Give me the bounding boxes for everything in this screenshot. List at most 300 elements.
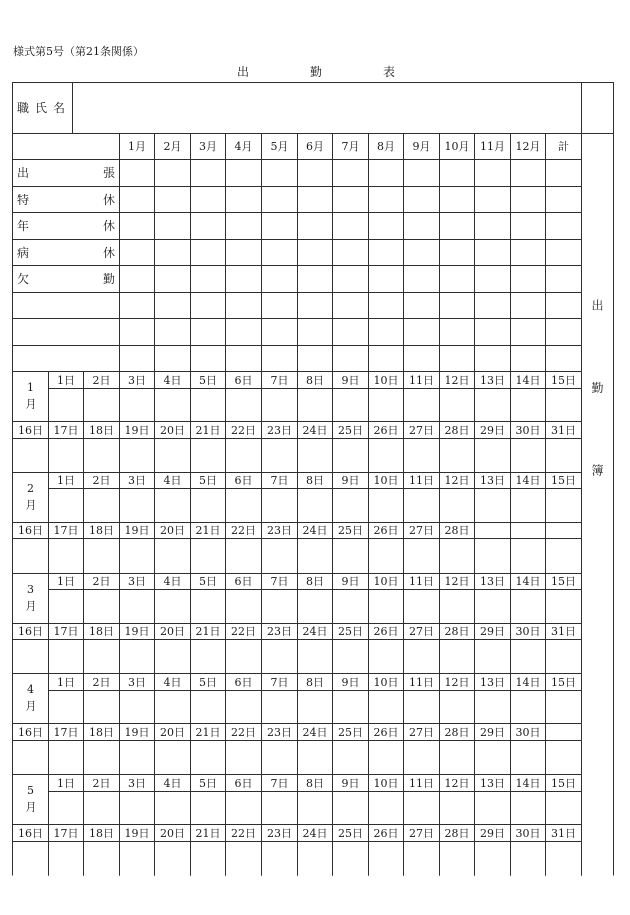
day-entry-cell <box>48 488 84 523</box>
day-entry-cell <box>368 791 404 825</box>
day-header-cell: 15日 <box>545 774 582 792</box>
day-entry-cell <box>439 388 475 422</box>
blank-label-cell <box>12 345 120 372</box>
day-header-cell: 15日 <box>545 371 582 389</box>
day-header-cell: 26日 <box>368 522 404 539</box>
day-header-cell: 18日 <box>83 522 120 539</box>
summary-entry-cell <box>190 159 226 187</box>
month-header-cell: 12月 <box>510 133 546 160</box>
day-header-cell: 24日 <box>297 522 333 539</box>
summary-entry-cell <box>261 265 298 293</box>
day-entry-cell <box>474 589 511 624</box>
day-entry-cell <box>119 388 155 422</box>
day-entry-cell <box>368 388 404 422</box>
day-header-cell: 2日 <box>83 673 120 691</box>
month-header-cell: 2月 <box>154 133 191 160</box>
day-entry-cell <box>297 791 333 825</box>
day-entry-cell <box>48 690 84 724</box>
day-entry-cell <box>545 639 582 674</box>
day-entry-cell <box>368 841 404 876</box>
day-entry-cell <box>261 488 298 523</box>
day-header-cell: 16日 <box>12 522 49 539</box>
day-header-cell: 13日 <box>474 774 511 792</box>
day-header-cell: 23日 <box>261 723 298 741</box>
day-header-cell: 10日 <box>368 371 404 389</box>
day-header-cell: 9日 <box>332 472 369 489</box>
summary-entry-cell <box>190 265 226 293</box>
month-header-cell: 9月 <box>403 133 440 160</box>
summary-entry-cell <box>368 212 404 240</box>
day-header-cell: 20日 <box>154 421 191 439</box>
day-entry-cell <box>474 488 511 523</box>
summary-entry-cell <box>403 318 440 346</box>
day-entry-cell <box>225 690 262 724</box>
summary-entry-cell <box>510 239 546 266</box>
month-header-cell: 3月 <box>190 133 226 160</box>
day-header-cell: 16日 <box>12 623 49 640</box>
summary-entry-cell <box>545 159 582 187</box>
day-entry-cell <box>403 388 440 422</box>
summary-entry-cell <box>119 239 155 266</box>
day-entry-cell <box>332 589 369 624</box>
summary-entry-cell <box>368 292 404 319</box>
side-label: 出勤簿 <box>590 299 604 547</box>
name-label-cell: 職氏名 <box>12 82 73 134</box>
name-entry-cell <box>72 82 582 134</box>
day-header-cell: 25日 <box>332 824 369 842</box>
day-entry-cell <box>225 639 262 674</box>
day-header-cell: 11日 <box>403 472 440 489</box>
day-header-cell: 8日 <box>297 371 333 389</box>
day-header-cell: 11日 <box>403 774 440 792</box>
day-entry-cell <box>510 791 546 825</box>
day-entry-cell <box>403 690 440 724</box>
day-header-cell: 14日 <box>510 371 546 389</box>
day-entry-cell <box>439 538 475 574</box>
day-header-cell: 15日 <box>545 472 582 489</box>
day-header-cell: 3日 <box>119 573 155 590</box>
day-header-cell: 11日 <box>403 673 440 691</box>
summary-entry-cell <box>545 345 582 372</box>
day-header-cell: 14日 <box>510 573 546 590</box>
day-header-cell: 2日 <box>83 573 120 590</box>
day-header-cell: 10日 <box>368 472 404 489</box>
day-entry-cell <box>48 438 84 473</box>
day-header-cell: 1日 <box>48 774 84 792</box>
day-header-cell <box>510 522 546 539</box>
day-header-cell: 6日 <box>225 673 262 691</box>
day-entry-cell <box>48 589 84 624</box>
day-header-cell: 1日 <box>48 472 84 489</box>
day-entry-cell <box>297 690 333 724</box>
day-entry-cell <box>154 740 191 775</box>
summary-entry-cell <box>474 292 511 319</box>
day-header-cell: 25日 <box>332 421 369 439</box>
day-entry-cell <box>439 690 475 724</box>
day-entry-cell <box>225 589 262 624</box>
day-header-cell: 1日 <box>48 573 84 590</box>
summary-entry-cell <box>439 292 475 319</box>
day-header-cell: 8日 <box>297 673 333 691</box>
day-entry-cell <box>12 438 49 473</box>
day-header-cell: 13日 <box>474 472 511 489</box>
day-entry-cell <box>119 589 155 624</box>
summary-entry-cell <box>474 318 511 346</box>
day-header-cell: 4日 <box>154 573 191 590</box>
day-header-cell: 19日 <box>119 824 155 842</box>
summary-entry-cell <box>439 239 475 266</box>
summary-entry-cell <box>119 159 155 187</box>
blank-label-cell <box>12 318 120 346</box>
day-header-cell: 6日 <box>225 472 262 489</box>
day-header-cell: 16日 <box>12 824 49 842</box>
day-header-cell: 9日 <box>332 774 369 792</box>
summary-entry-cell <box>261 212 298 240</box>
day-header-cell: 25日 <box>332 723 369 741</box>
day-entry-cell <box>368 538 404 574</box>
day-entry-cell <box>190 488 226 523</box>
day-header-cell: 26日 <box>368 824 404 842</box>
summary-entry-cell <box>190 212 226 240</box>
day-header-cell: 19日 <box>119 522 155 539</box>
day-entry-cell <box>225 791 262 825</box>
day-entry-cell <box>545 589 582 624</box>
day-entry-cell <box>403 488 440 523</box>
day-header-cell: 17日 <box>48 824 84 842</box>
summary-entry-cell <box>297 186 333 213</box>
day-header-cell: 13日 <box>474 371 511 389</box>
category-label-cell: 病休 <box>12 239 120 266</box>
day-header-cell: 22日 <box>225 723 262 741</box>
summary-entry-cell <box>154 239 191 266</box>
day-entry-cell <box>297 639 333 674</box>
day-entry-cell <box>297 841 333 876</box>
summary-entry-cell <box>297 265 333 293</box>
day-header-cell: 28日 <box>439 623 475 640</box>
day-header-cell: 28日 <box>439 522 475 539</box>
summary-entry-cell <box>119 186 155 213</box>
day-header-cell: 6日 <box>225 573 262 590</box>
day-entry-cell <box>225 538 262 574</box>
day-header-cell: 31日 <box>545 421 582 439</box>
summary-entry-cell <box>119 292 155 319</box>
day-entry-cell <box>190 589 226 624</box>
day-entry-cell <box>225 388 262 422</box>
summary-entry-cell <box>225 318 262 346</box>
day-entry-cell <box>368 438 404 473</box>
summary-entry-cell <box>297 345 333 372</box>
day-header-cell: 27日 <box>403 421 440 439</box>
day-header-cell: 7日 <box>261 673 298 691</box>
day-entry-cell <box>297 740 333 775</box>
day-entry-cell <box>12 538 49 574</box>
summary-entry-cell <box>261 239 298 266</box>
day-header-cell: 4日 <box>154 774 191 792</box>
day-entry-cell <box>403 841 440 876</box>
month-header-cell: 8月 <box>368 133 404 160</box>
day-entry-cell <box>83 388 120 422</box>
day-entry-cell <box>545 388 582 422</box>
day-header-cell: 1日 <box>48 673 84 691</box>
day-header-cell: 23日 <box>261 824 298 842</box>
day-entry-cell <box>261 841 298 876</box>
summary-entry-cell <box>119 345 155 372</box>
day-header-cell: 29日 <box>474 623 511 640</box>
day-header-cell: 19日 <box>119 723 155 741</box>
day-header-cell: 21日 <box>190 522 226 539</box>
day-entry-cell <box>510 388 546 422</box>
day-entry-cell <box>545 740 582 775</box>
day-header-cell: 17日 <box>48 421 84 439</box>
day-header-cell: 25日 <box>332 623 369 640</box>
day-header-cell: 19日 <box>119 421 155 439</box>
month-header-cell: 6月 <box>297 133 333 160</box>
summary-entry-cell <box>403 239 440 266</box>
day-header-cell: 12日 <box>439 673 475 691</box>
day-header-cell: 28日 <box>439 723 475 741</box>
blank-label-cell <box>12 292 120 319</box>
day-entry-cell <box>474 639 511 674</box>
day-entry-cell <box>225 740 262 775</box>
day-header-cell: 27日 <box>403 824 440 842</box>
summary-entry-cell <box>332 212 369 240</box>
day-header-cell: 30日 <box>510 623 546 640</box>
day-entry-cell <box>297 388 333 422</box>
summary-entry-cell <box>510 212 546 240</box>
day-entry-cell <box>154 841 191 876</box>
summary-entry-cell <box>439 159 475 187</box>
day-header-cell: 7日 <box>261 371 298 389</box>
day-entry-cell <box>83 488 120 523</box>
day-header-cell: 26日 <box>368 421 404 439</box>
day-header-cell: 6日 <box>225 774 262 792</box>
day-entry-cell <box>83 538 120 574</box>
day-entry-cell <box>190 791 226 825</box>
day-header-cell: 30日 <box>510 824 546 842</box>
summary-entry-cell <box>368 159 404 187</box>
day-entry-cell <box>154 388 191 422</box>
month-header-cell: 11月 <box>474 133 511 160</box>
day-header-cell <box>474 522 511 539</box>
summary-entry-cell <box>368 345 404 372</box>
day-header-cell: 23日 <box>261 421 298 439</box>
day-header-cell: 9日 <box>332 371 369 389</box>
day-entry-cell <box>83 438 120 473</box>
day-entry-cell <box>297 589 333 624</box>
day-header-cell: 8日 <box>297 774 333 792</box>
summary-entry-cell <box>474 265 511 293</box>
summary-entry-cell <box>474 345 511 372</box>
month-header-cell: 1月 <box>119 133 155 160</box>
summary-entry-cell <box>368 318 404 346</box>
summary-entry-cell <box>261 318 298 346</box>
day-entry-cell <box>510 438 546 473</box>
day-header-cell: 3日 <box>119 472 155 489</box>
day-entry-cell <box>474 740 511 775</box>
day-entry-cell <box>83 639 120 674</box>
day-header-cell: 12日 <box>439 774 475 792</box>
summary-entry-cell <box>190 292 226 319</box>
day-entry-cell <box>439 841 475 876</box>
day-header-cell: 29日 <box>474 421 511 439</box>
summary-entry-cell <box>439 345 475 372</box>
day-entry-cell <box>83 589 120 624</box>
summary-entry-cell <box>190 318 226 346</box>
summary-entry-cell <box>403 159 440 187</box>
day-entry-cell <box>403 639 440 674</box>
day-header-cell: 17日 <box>48 623 84 640</box>
day-entry-cell <box>154 488 191 523</box>
category-label-cell: 特休 <box>12 186 120 213</box>
day-header-cell: 13日 <box>474 673 511 691</box>
day-header-cell: 26日 <box>368 723 404 741</box>
summary-entry-cell <box>154 265 191 293</box>
summary-entry-cell <box>154 292 191 319</box>
day-entry-cell <box>225 841 262 876</box>
category-label-cell: 欠勤 <box>12 265 120 293</box>
summary-entry-cell <box>154 345 191 372</box>
day-entry-cell <box>48 538 84 574</box>
day-header-cell: 28日 <box>439 421 475 439</box>
day-entry-cell <box>154 538 191 574</box>
day-entry-cell <box>119 438 155 473</box>
day-entry-cell <box>545 538 582 574</box>
day-entry-cell <box>154 690 191 724</box>
day-header-cell: 10日 <box>368 774 404 792</box>
day-header-cell <box>545 522 582 539</box>
day-header-cell: 19日 <box>119 623 155 640</box>
summary-entry-cell <box>297 318 333 346</box>
day-entry-cell <box>510 690 546 724</box>
summary-entry-cell <box>119 265 155 293</box>
day-entry-cell <box>439 488 475 523</box>
day-header-cell: 22日 <box>225 421 262 439</box>
summary-entry-cell <box>190 345 226 372</box>
summary-entry-cell <box>474 159 511 187</box>
day-header-cell: 18日 <box>83 421 120 439</box>
day-header-cell: 16日 <box>12 421 49 439</box>
day-entry-cell <box>261 589 298 624</box>
day-entry-cell <box>119 639 155 674</box>
day-entry-cell <box>510 740 546 775</box>
summary-entry-cell <box>510 265 546 293</box>
day-entry-cell <box>261 438 298 473</box>
day-entry-cell <box>261 388 298 422</box>
summary-entry-cell <box>332 186 369 213</box>
day-entry-cell <box>12 841 49 876</box>
day-header-cell: 24日 <box>297 421 333 439</box>
day-header-cell: 12日 <box>439 573 475 590</box>
day-header-cell: 16日 <box>12 723 49 741</box>
summary-entry-cell <box>332 265 369 293</box>
day-header-cell: 11日 <box>403 573 440 590</box>
day-header-cell: 14日 <box>510 673 546 691</box>
month-header-cell: 7月 <box>332 133 369 160</box>
summary-entry-cell <box>332 292 369 319</box>
day-header-cell: 29日 <box>474 824 511 842</box>
summary-entry-cell <box>510 345 546 372</box>
day-header-cell: 7日 <box>261 774 298 792</box>
day-header-cell: 15日 <box>545 573 582 590</box>
day-header-cell: 18日 <box>83 723 120 741</box>
summary-entry-cell <box>510 186 546 213</box>
day-entry-cell <box>48 388 84 422</box>
day-entry-cell <box>261 690 298 724</box>
day-header-cell: 1日 <box>48 371 84 389</box>
day-header-cell: 3日 <box>119 673 155 691</box>
summary-entry-cell <box>190 239 226 266</box>
day-entry-cell <box>545 488 582 523</box>
day-entry-cell <box>510 841 546 876</box>
day-entry-cell <box>439 639 475 674</box>
day-header-cell: 4日 <box>154 472 191 489</box>
summary-entry-cell <box>474 212 511 240</box>
summary-entry-cell <box>154 212 191 240</box>
day-entry-cell <box>332 639 369 674</box>
day-header-cell: 14日 <box>510 774 546 792</box>
day-header-cell: 30日 <box>510 723 546 741</box>
day-header-cell: 12日 <box>439 371 475 389</box>
day-entry-cell <box>403 438 440 473</box>
summary-entry-cell <box>403 265 440 293</box>
day-header-cell: 25日 <box>332 522 369 539</box>
month-header-cell: 5月 <box>261 133 298 160</box>
day-entry-cell <box>190 538 226 574</box>
day-header-cell: 30日 <box>510 421 546 439</box>
day-entry-cell <box>332 488 369 523</box>
day-header-cell: 11日 <box>403 371 440 389</box>
day-entry-cell <box>154 639 191 674</box>
summary-entry-cell <box>154 159 191 187</box>
day-entry-cell <box>510 639 546 674</box>
day-header-cell: 21日 <box>190 824 226 842</box>
day-entry-cell <box>261 740 298 775</box>
day-entry-cell <box>297 488 333 523</box>
day-entry-cell <box>83 690 120 724</box>
day-entry-cell <box>403 740 440 775</box>
day-entry-cell <box>12 639 49 674</box>
day-entry-cell <box>439 438 475 473</box>
day-entry-cell <box>332 740 369 775</box>
day-entry-cell <box>119 791 155 825</box>
summary-entry-cell <box>403 292 440 319</box>
summary-entry-cell <box>225 265 262 293</box>
day-entry-cell <box>439 740 475 775</box>
month-header-cell: 計 <box>545 133 582 160</box>
day-entry-cell <box>190 639 226 674</box>
day-header-cell: 18日 <box>83 824 120 842</box>
summary-entry-cell <box>225 345 262 372</box>
day-header-cell: 20日 <box>154 522 191 539</box>
day-header-cell: 5日 <box>190 774 226 792</box>
day-header-cell: 27日 <box>403 623 440 640</box>
day-entry-cell <box>474 388 511 422</box>
month-label-cell: 4月 <box>12 673 49 724</box>
summary-entry-cell <box>190 186 226 213</box>
day-header-cell: 26日 <box>368 623 404 640</box>
day-header-cell: 31日 <box>545 824 582 842</box>
day-header-cell: 6日 <box>225 371 262 389</box>
day-header-cell: 12日 <box>439 472 475 489</box>
day-entry-cell <box>119 690 155 724</box>
corner-cell <box>581 82 614 134</box>
summary-entry-cell <box>545 292 582 319</box>
day-header-cell: 8日 <box>297 573 333 590</box>
day-entry-cell <box>48 639 84 674</box>
summary-entry-cell <box>225 186 262 213</box>
day-header-cell: 24日 <box>297 824 333 842</box>
month-header-cell: 4月 <box>225 133 262 160</box>
